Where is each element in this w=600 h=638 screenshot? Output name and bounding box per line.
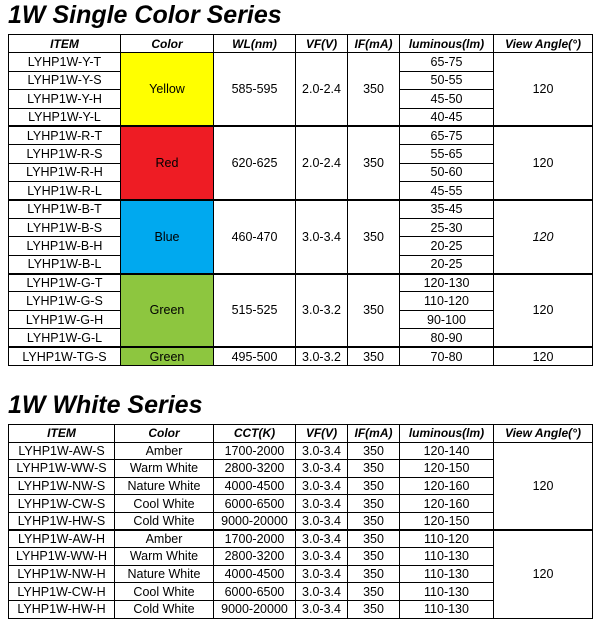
- color-name-cell: Amber: [115, 530, 214, 548]
- cct-cell: 1700-2000: [214, 442, 296, 460]
- forward-current-cell: 350: [348, 347, 400, 365]
- item-code: LYHP1W-Y-L: [9, 108, 121, 126]
- item-code: LYHP1W-G-L: [9, 329, 121, 347]
- forward-current-cell: 350: [348, 530, 400, 548]
- color-name-cell: Cool White: [115, 583, 214, 601]
- item-code: LYHP1W-R-S: [9, 145, 121, 163]
- view-angle-cell: 120: [494, 442, 593, 530]
- table-row: [9, 126, 593, 144]
- forward-voltage-cell: 3.0-3.4: [296, 600, 348, 618]
- forward-current-cell: 350: [348, 200, 400, 274]
- header-row: [9, 35, 593, 53]
- view-angle-cell: 120: [494, 274, 593, 348]
- item-code: LYHP1W-R-T: [9, 126, 121, 144]
- item-code: LYHP1W-B-H: [9, 237, 121, 255]
- item-code: LYHP1W-G-T: [9, 274, 121, 292]
- item-code: LYHP1W-G-H: [9, 310, 121, 328]
- luminous-cell: 120-160: [400, 477, 494, 495]
- luminous-cell: 110-130: [400, 565, 494, 583]
- forward-voltage-cell: 3.0-3.4: [296, 495, 348, 513]
- forward-voltage-cell: 2.0-2.4: [296, 53, 348, 127]
- color-name-cell: Warm White: [115, 548, 214, 566]
- forward-voltage-cell: 3.0-3.4: [296, 565, 348, 583]
- forward-voltage-cell: 3.0-3.2: [296, 274, 348, 348]
- wavelength-cell: 585-595: [214, 53, 296, 127]
- forward-voltage-cell: 3.0-3.4: [296, 477, 348, 495]
- color-name-cell: Cool White: [115, 495, 214, 513]
- forward-voltage-cell: 3.0-3.4: [296, 200, 348, 274]
- luminous-cell: 35-45: [400, 200, 494, 218]
- luminous-cell: 110-120: [400, 530, 494, 548]
- cct-cell: 2800-3200: [214, 548, 296, 566]
- forward-current-cell: 350: [348, 126, 400, 200]
- single-color-table: [8, 34, 593, 366]
- single-series-title: 1W Single Color Series: [8, 1, 282, 29]
- forward-current-cell: 350: [348, 53, 400, 127]
- luminous-cell: 45-50: [400, 90, 494, 108]
- item-code: LYHP1W-R-H: [9, 163, 121, 181]
- forward-current-cell: 350: [348, 460, 400, 478]
- cct-cell: 9000-20000: [214, 512, 296, 530]
- item-code: LYHP1W-CW-H: [9, 583, 115, 601]
- item-code: LYHP1W-Y-T: [9, 53, 121, 71]
- luminous-cell: 80-90: [400, 329, 494, 347]
- item-code: LYHP1W-WW-H: [9, 548, 115, 566]
- column-header: ITEM: [9, 425, 115, 443]
- color-name-cell: Amber: [115, 442, 214, 460]
- cct-cell: 2800-3200: [214, 460, 296, 478]
- forward-voltage-cell: 2.0-2.4: [296, 126, 348, 200]
- forward-voltage-cell: 3.0-3.4: [296, 442, 348, 460]
- header-row: [9, 425, 593, 443]
- column-header: luminous(lm): [400, 425, 494, 443]
- item-code: LYHP1W-CW-S: [9, 495, 115, 513]
- forward-voltage-cell: 3.0-3.4: [296, 512, 348, 530]
- column-header: View Angle(°): [494, 35, 593, 53]
- luminous-cell: 70-80: [400, 347, 494, 365]
- column-header: IF(mA): [348, 35, 400, 53]
- forward-current-cell: 350: [348, 548, 400, 566]
- item-code: LYHP1W-TG-S: [9, 347, 121, 365]
- column-header: IF(mA): [348, 425, 400, 443]
- table-row: [9, 200, 593, 218]
- forward-current-cell: 350: [348, 442, 400, 460]
- luminous-cell: 120-160: [400, 495, 494, 513]
- column-header: Color: [121, 35, 214, 53]
- view-angle-cell: 120: [494, 126, 593, 200]
- luminous-cell: 120-130: [400, 274, 494, 292]
- luminous-cell: 20-25: [400, 255, 494, 273]
- item-code: LYHP1W-B-T: [9, 200, 121, 218]
- forward-voltage-cell: 3.0-3.4: [296, 583, 348, 601]
- cct-cell: 6000-6500: [214, 583, 296, 601]
- white-series-title: 1W White Series: [8, 391, 203, 419]
- luminous-cell: 110-130: [400, 600, 494, 618]
- luminous-cell: 120-150: [400, 460, 494, 478]
- color-name-cell: Cold White: [115, 600, 214, 618]
- luminous-cell: 45-55: [400, 182, 494, 200]
- luminous-cell: 110-120: [400, 292, 494, 310]
- luminous-cell: 110-130: [400, 548, 494, 566]
- column-header: View Angle(°): [494, 425, 593, 443]
- item-code: LYHP1W-WW-S: [9, 460, 115, 478]
- forward-voltage-cell: 3.0-3.4: [296, 530, 348, 548]
- luminous-cell: 65-75: [400, 53, 494, 71]
- luminous-cell: 65-75: [400, 126, 494, 144]
- item-code: LYHP1W-B-L: [9, 255, 121, 273]
- forward-voltage-cell: 3.0-3.4: [296, 548, 348, 566]
- forward-current-cell: 350: [348, 495, 400, 513]
- column-header: WL(nm): [214, 35, 296, 53]
- luminous-cell: 90-100: [400, 310, 494, 328]
- view-angle-cell: 120: [494, 200, 593, 274]
- color-name-cell: Nature White: [115, 565, 214, 583]
- forward-current-cell: 350: [348, 600, 400, 618]
- table-row: [9, 347, 593, 365]
- forward-current-cell: 350: [348, 274, 400, 348]
- luminous-cell: 120-150: [400, 512, 494, 530]
- cct-cell: 6000-6500: [214, 495, 296, 513]
- wavelength-cell: 495-500: [214, 347, 296, 365]
- forward-current-cell: 350: [348, 583, 400, 601]
- item-code: LYHP1W-AW-H: [9, 530, 115, 548]
- cct-cell: 9000-20000: [214, 600, 296, 618]
- color-swatch-cell: Green: [121, 274, 214, 348]
- forward-current-cell: 350: [348, 565, 400, 583]
- color-swatch-cell: Blue: [121, 200, 214, 274]
- cct-cell: 4000-4500: [214, 565, 296, 583]
- column-header: VF(V): [296, 425, 348, 443]
- color-swatch-cell: Red: [121, 126, 214, 200]
- item-code: LYHP1W-HW-S: [9, 512, 115, 530]
- luminous-cell: 50-60: [400, 163, 494, 181]
- luminous-cell: 120-140: [400, 442, 494, 460]
- item-code: LYHP1W-R-L: [9, 182, 121, 200]
- forward-current-cell: 350: [348, 512, 400, 530]
- item-code: LYHP1W-Y-S: [9, 71, 121, 89]
- wavelength-cell: 620-625: [214, 126, 296, 200]
- forward-voltage-cell: 3.0-3.2: [296, 347, 348, 365]
- item-code: LYHP1W-B-S: [9, 218, 121, 236]
- view-angle-cell: 120: [494, 530, 593, 618]
- item-code: LYHP1W-NW-S: [9, 477, 115, 495]
- item-code: LYHP1W-Y-H: [9, 90, 121, 108]
- table-row: [9, 53, 593, 71]
- column-header: ITEM: [9, 35, 121, 53]
- view-angle-cell: 120: [494, 347, 593, 365]
- color-name-cell: Cold White: [115, 512, 214, 530]
- table-row: [9, 442, 593, 460]
- table-row: [9, 274, 593, 292]
- column-header: luminous(lm): [400, 35, 494, 53]
- column-header: CCT(K): [214, 425, 296, 443]
- luminous-cell: 40-45: [400, 108, 494, 126]
- luminous-cell: 55-65: [400, 145, 494, 163]
- luminous-cell: 110-130: [400, 583, 494, 601]
- column-header: Color: [115, 425, 214, 443]
- color-name-cell: Nature White: [115, 477, 214, 495]
- item-code: LYHP1W-NW-H: [9, 565, 115, 583]
- forward-voltage-cell: 3.0-3.4: [296, 460, 348, 478]
- column-header: VF(V): [296, 35, 348, 53]
- wavelength-cell: 515-525: [214, 274, 296, 348]
- item-code: LYHP1W-AW-S: [9, 442, 115, 460]
- color-name-cell: Warm White: [115, 460, 214, 478]
- luminous-cell: 25-30: [400, 218, 494, 236]
- luminous-cell: 50-55: [400, 71, 494, 89]
- item-code: LYHP1W-HW-H: [9, 600, 115, 618]
- table-row: [9, 530, 593, 548]
- wavelength-cell: 460-470: [214, 200, 296, 274]
- white-series-table: [8, 424, 593, 619]
- luminous-cell: 20-25: [400, 237, 494, 255]
- cct-cell: 4000-4500: [214, 477, 296, 495]
- forward-current-cell: 350: [348, 477, 400, 495]
- color-swatch-cell: Yellow: [121, 53, 214, 127]
- cct-cell: 1700-2000: [214, 530, 296, 548]
- item-code: LYHP1W-G-S: [9, 292, 121, 310]
- view-angle-cell: 120: [494, 53, 593, 127]
- color-swatch-cell: Green: [121, 347, 214, 365]
